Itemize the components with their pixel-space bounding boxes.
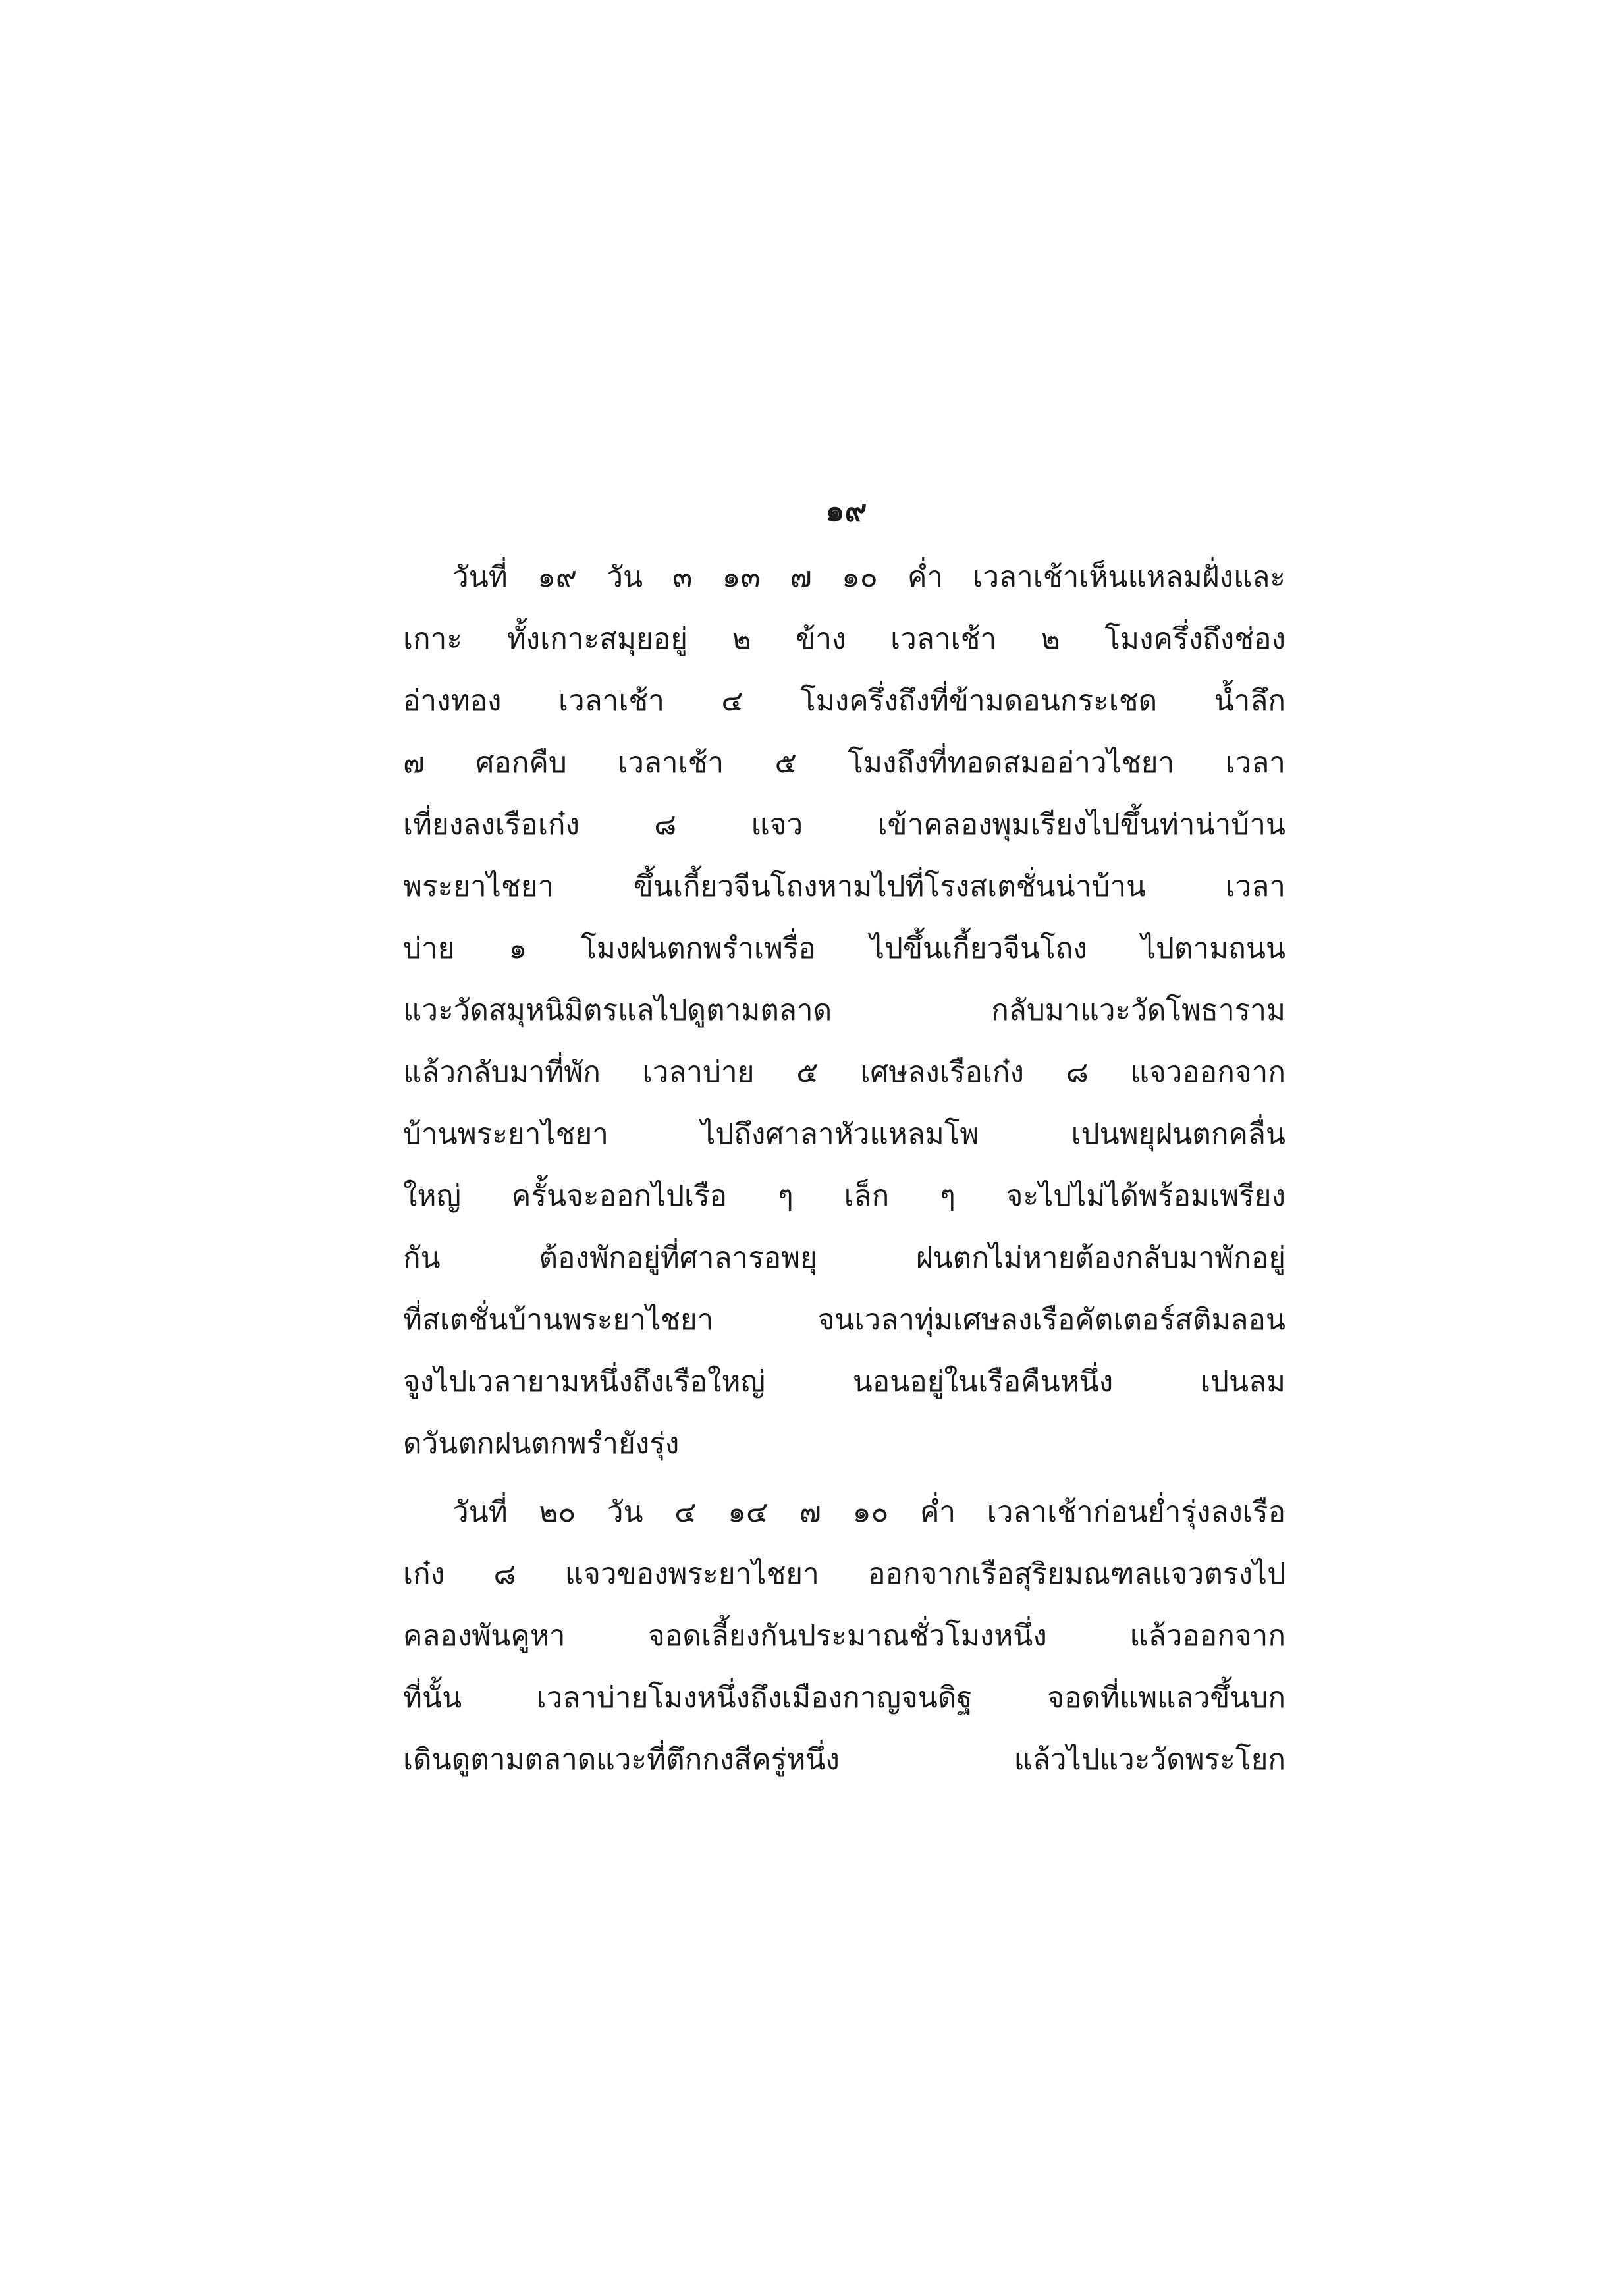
text-line: บ้านพระยาไชยา ไปถึงศาลาหัวแหลมโพ เปนพยุฝนตกคลื่น bbox=[403, 1117, 1285, 1151]
text-line: คลองพันคูหา จอดเลี้ยงกันประมาณชั่วโมงหนึ่ง แล้วออกจาก bbox=[403, 1619, 1285, 1653]
text-line: ที่สเตชั่นบ้านพระยาไชยา จนเวลาทุ่มเศษลงเรือคัตเตอร์สติมลอน bbox=[403, 1303, 1285, 1337]
text-line: เที่ยงลงเรือเก๋ง ๘ แจว เข้าคลองพุมเรียงไปขึ้นท่าน่าบ้าน bbox=[403, 808, 1285, 841]
body-text bbox=[403, 547, 1285, 1791]
text-line: เกาะ ทั้งเกาะสมุยอยู่ ๒ ข้าง เวลาเช้า ๒ โมงครึ่งถึงช่อง bbox=[403, 622, 1285, 656]
paragraph-gap bbox=[403, 1475, 1285, 1482]
text-line: แวะวัดสมุหนิมิตรแลไปดูตามตลาด กลับมาแวะวัดโพธาราม bbox=[403, 994, 1285, 1027]
text-line: ที่นั้น เวลาบ่ายโมงหนึ่งถึงเมืองกาญจนดิฐ จอดที่แพแลวขึ้นบก bbox=[403, 1681, 1285, 1715]
text-line: พระยาไชยา ขึ้นเกี้ยวจีนโถงหามไปที่โรงสเตชั่นน่าบ้าน เวลา bbox=[403, 870, 1285, 903]
text-line: บ่าย ๑ โมงฝนตกพรำเพรื่อ ไปขึ้นเกี้ยวจีนโถง ไปตามถนน bbox=[403, 932, 1285, 965]
text-line: เก๋ง ๘ แจวของพระยาไชยา ออกจากเรือสุริยมณฑลแจวตรงไป bbox=[403, 1557, 1285, 1591]
text-line: อ่างทอง เวลาเช้า ๔ โมงครึ่งถึงที่ข้ามดอนกระเชด น้ำลึก bbox=[403, 684, 1285, 718]
text-line: วันที่ ๒๐ วัน ๔ ๑๔ ๗ ๑๐ ค่ำ เวลาเช้าก่อนย่ำรุ่งลงเรือ bbox=[452, 1495, 1285, 1529]
text-line: เดินดูตามตลาดแวะที่ตึกกงสีครู่หนึ่ง แล้วไปแวะวัดพระโยก bbox=[403, 1743, 1285, 1776]
text-line: จูงไปเวลายามหนึ่งถึงเรือใหญ่ นอนอยู่ในเรือคืนหนึ่ง เปนลม bbox=[403, 1365, 1285, 1399]
text-line: ดวันตกฝนตกพรำยังรุ่ง bbox=[403, 1427, 680, 1460]
text-line: กัน ต้องพักอยู่ที่ศาลารอพยุ ฝนตกไม่หายต้องกลับมาพักอยู่ bbox=[403, 1241, 1285, 1275]
page-number: ๑๙ bbox=[825, 493, 867, 528]
text-line: แล้วกลับมาที่พัก เวลาบ่าย ๕ เศษลงเรือเก๋ง ๘ แจวออกจาก bbox=[403, 1055, 1285, 1089]
text-line: ใหญ่ ครั้นจะออกไปเรือ ๆ เล็ก ๆ จะไปไม่ได้พร้อมเพรียง bbox=[403, 1179, 1285, 1213]
text-line: ๗ ศอกคืบ เวลาเช้า ๕ โมงถึงที่ทอดสมออ่าวไชยา เวลา bbox=[403, 746, 1285, 780]
text-line: วันที่ ๑๙ วัน ๓ ๑๓ ๗ ๑๐ ค่ำ เวลาเช้าเห็นแหลมฝั่งและ bbox=[452, 560, 1285, 594]
